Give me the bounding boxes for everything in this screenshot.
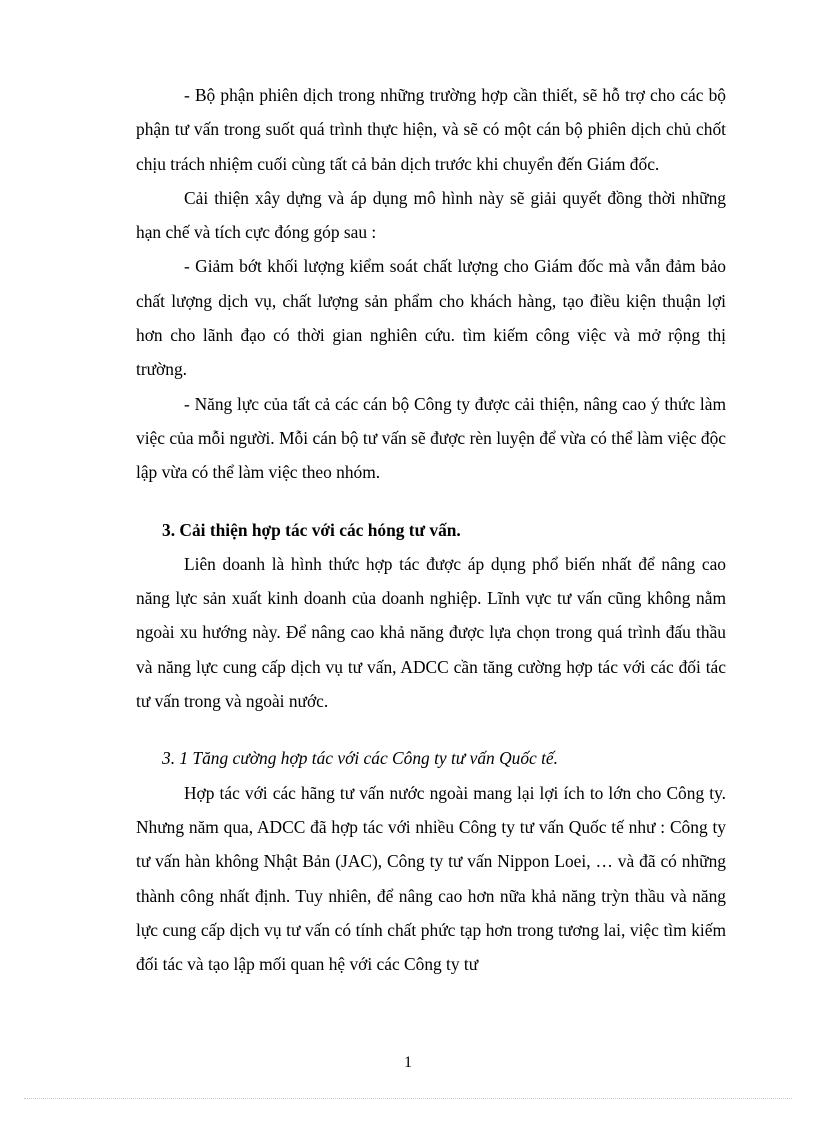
paragraph-staff-capacity: - Năng lực của tất cả các cán bộ Công ty được cải thiện, nâng cao ý thức làm việc của mỗi người. Mỗi cán bộ tư vấn sẽ được rèn luyện để vừa có thể làm việc độc lập vừa có thể làm việc theo nhóm.: [136, 393, 726, 483]
paragraph-reduce-workload: - Giảm bớt khối lượng kiểm soát chất lượng cho Giám đốc mà vẫn đảm bảo chất lượng dịch vụ, chất lượng sản phẩm cho khách hàng, tạo điều kiện thuận lợi hơn cho lãnh đạo có thời gian nghiên cứu. tìm kiếm công việc và mở rộng thị trường.: [136, 256, 726, 380]
subsection-heading: 3. 1 Tăng cường hợp tác với các Công ty tư vấn Quốc tế.: [162, 748, 559, 769]
subsection-spacer: [136, 718, 726, 741]
section-heading: 3. Cải thiện hợp tác với các hóng tư vấn.: [162, 519, 461, 540]
document-body: [136, 78, 726, 981]
paragraph-joint-venture: Liên doanh là hình thức hợp tác được áp dụng phổ biến nhất để nâng cao năng lực sản xuất kinh doanh của doanh nghiệp. Lĩnh vực tư vấn cũng không nằm ngoài xu hướng này. Để nâng cao khả năng được lựa chọn trong quá trình đấu thầu và năng lực cung cấp dịch vụ tư vấn, ADCC cần tăng cường hợp tác với các đối tác tư vấn trong và ngoài nước.: [136, 553, 726, 712]
paragraph-international-cooperation: Hợp tác với các hãng tư vấn nước ngoài mang lại lợi ích to lớn cho Công ty. Nhưng năm qua, ADCC đã hợp tác với nhiều Công ty tư vấn Quốc tế như : Công ty tư vấn hàn không Nhật Bản (JAC), Công ty tư vấn Nippon Loei, … và đã có những thành công nhất định. Tuy nhiên, để nâng cao hơn nữa khả năng trỳn thầu và năng lực cung cấp dịch vụ tư vấn có tính chất phức tạp hơn trong tương lai, việc tìm kiếm đối tác và tạo lập mối quan hệ với các Công ty tư: [136, 782, 726, 975]
section-spacer: [136, 490, 726, 513]
paragraph-translation-dept: - Bộ phận phiên dịch trong những trường hợp cần thiết, sẽ hỗ trợ cho các bộ phận tư vấn trong suốt quá trình thực hiện, và sẽ có một cán bộ phiên dịch chủ chốt chịu trách nhiệm cuối cùng tất cả bản dịch trước khi chuyển đến Giám đốc.: [136, 85, 726, 174]
page-number: 1: [404, 1054, 412, 1071]
paragraph-model-improvement: Cải thiện xây dựng và áp dụng mô hình này sẽ giải quyết đồng thời những hạn chế và tích cực đóng góp sau :: [136, 187, 726, 243]
page-bottom-divider: [24, 1098, 792, 1099]
